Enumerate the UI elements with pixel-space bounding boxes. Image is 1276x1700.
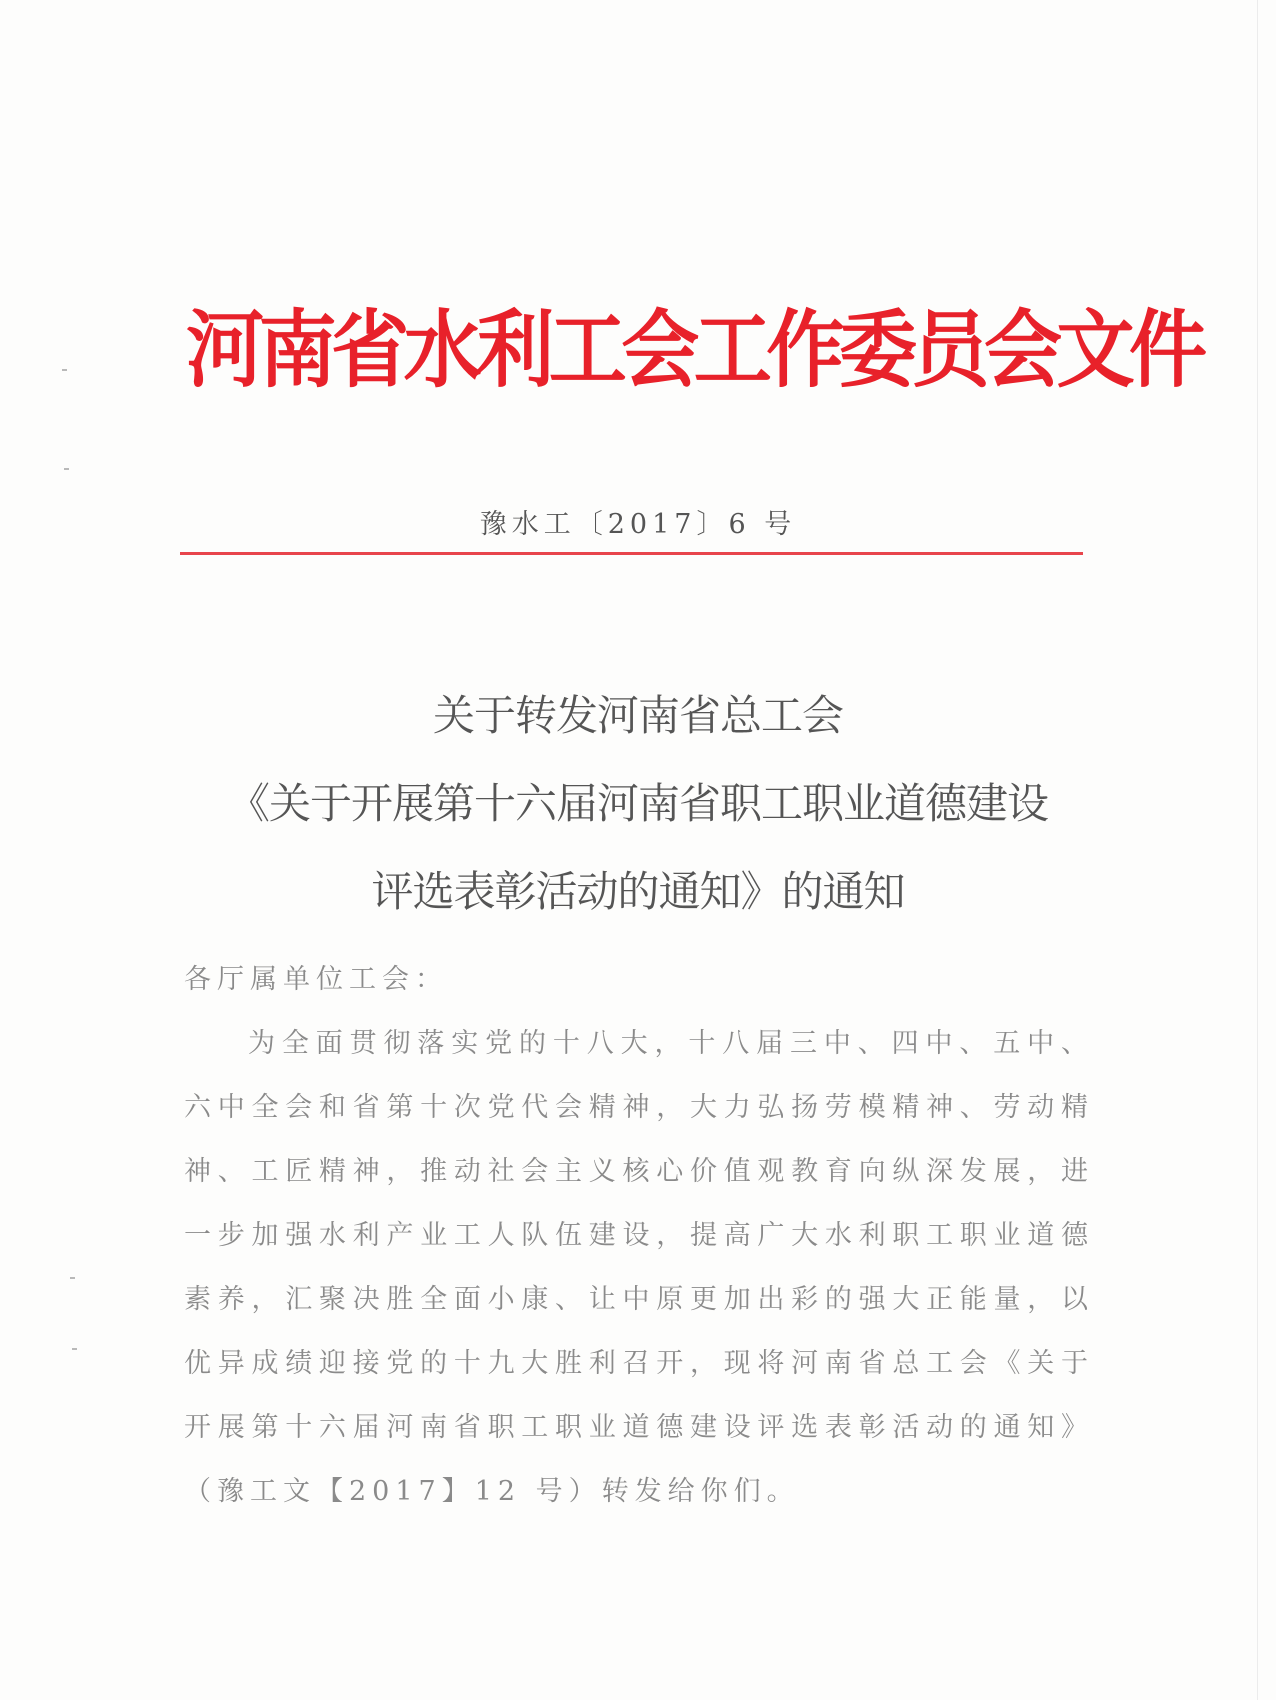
salutation: 各厅属单位工会： (184, 964, 448, 995)
body-paragraph: 为全面贯彻落实党的十八大，十八届三中、四中、五中、六中全会和省第十次党代会精神，大力弘扬劳模精神、劳动精神、工匠精神，推动社会主义核心价值观教育向纵深发展，进一步加强水利产业工人队伍建设，提高广大水利职工职业道德素养，汇聚决胜全面小康、让中原更加出彩的强大正能量，以优异成绩迎接党的十九大胜利召开，现将河南省总工会《关于开展第十六届河南省职工职业道德建设评选表彰活动的通知》（豫工文【2017】12 号）转发给你们。 (184, 1028, 1094, 1507)
document-header-title: 河南省水利工会工作委员会文件 (186, 300, 1202, 399)
notice-title-line-3: 评选表彰活动的通知》的通知 (371, 867, 905, 916)
notice-title-line-1: 关于转发河南省总工会 (432, 691, 843, 740)
notice-title-line-2: 《关于开展第十六届河南省职工职业道德建设 (227, 779, 1048, 828)
header-red-rule (180, 552, 1083, 555)
margin-mark (64, 468, 69, 470)
margin-mark (62, 369, 67, 371)
margin-mark (72, 1348, 77, 1350)
document-number: 豫水工〔2017〕6 号 (479, 509, 797, 540)
notice-body (184, 948, 1094, 1524)
notice-title (150, 672, 1126, 936)
margin-mark (70, 1277, 75, 1279)
scan-edge (1257, 0, 1258, 1700)
